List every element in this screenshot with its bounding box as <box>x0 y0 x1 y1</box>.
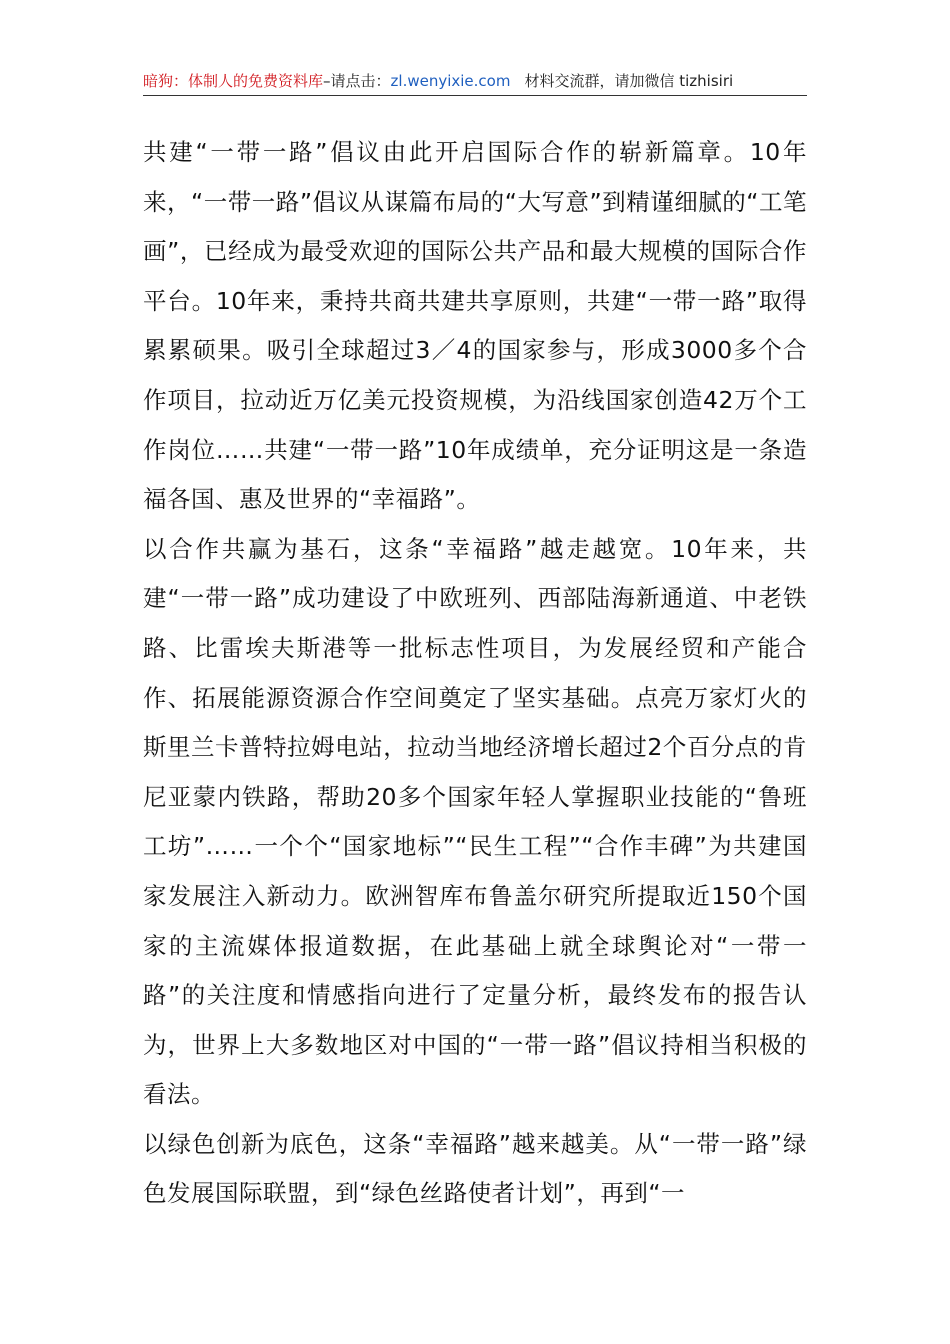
page-header <box>143 68 807 94</box>
paragraph-2: 以合作共赢为基石，这条“幸福路”越走越宽。10年来，共建“一带一路”成功建设了中欧班列、西部陆海新通道、中老铁路、比雷埃夫斯港等一批标志性项目，为发展经贸和产能合作、拓展能源资源合作空间奠定了坚实基础。点亮万家灯火的斯里兰卡普特拉姆电站，拉动当地经济增长超过2个百分点的肯尼亚蒙内铁路，帮助20多个国家年轻人掌握职业技能的“鲁班工坊”……一个个“国家地标”“民生工程”“合作丰碑”为共建国家发展注入新动力。欧洲智库布鲁盖尔研究所提取近150个国家的主流媒体报道数据，在此基础上就全球舆论对“一带一路”的关注度和情感指向进行了定量分析，最终发布的报告认为，世界上大多数地区对中国的“一带一路”倡议持相当积极的看法。 <box>143 534 807 1109</box>
header-url-link[interactable]: zl.wenyixie.com <box>390 72 511 90</box>
header-divider <box>143 95 807 96</box>
header-group-note: 材料交流群，请加微信 tizhisiri <box>524 72 734 90</box>
paragraph-1: 共建“一带一路”倡议由此开启国际合作的崭新篇章。10年来，“一带一路”倡议从谋篇布局的“大写意”到精谨细腻的“工笔画”，已经成为最受欢迎的国际公共产品和最大规模的国际合作平台。10年来，秉持共商共建共享原则，共建“一带一路”取得累累硕果。吸引全球超过3／4的国家参与，形成3000多个合作项目，拉动近万亿美元投资规模，为沿线国家创造42万个工作岗位……共建“一带一路”10年成绩单，充分证明这是一条造福各国、惠及世界的“幸福路”。 <box>143 138 807 514</box>
document-body <box>143 128 807 1219</box>
header-brand: 暗狗：体制人的免费资料库 <box>143 72 324 90</box>
header-click-prompt: –请点击： <box>323 72 391 90</box>
paragraph-3: 以绿色创新为底色，这条“幸福路”越来越美。从“一带一路”绿色发展国际联盟，到“绿色丝路使者计划”，再到“一 <box>143 1129 807 1208</box>
